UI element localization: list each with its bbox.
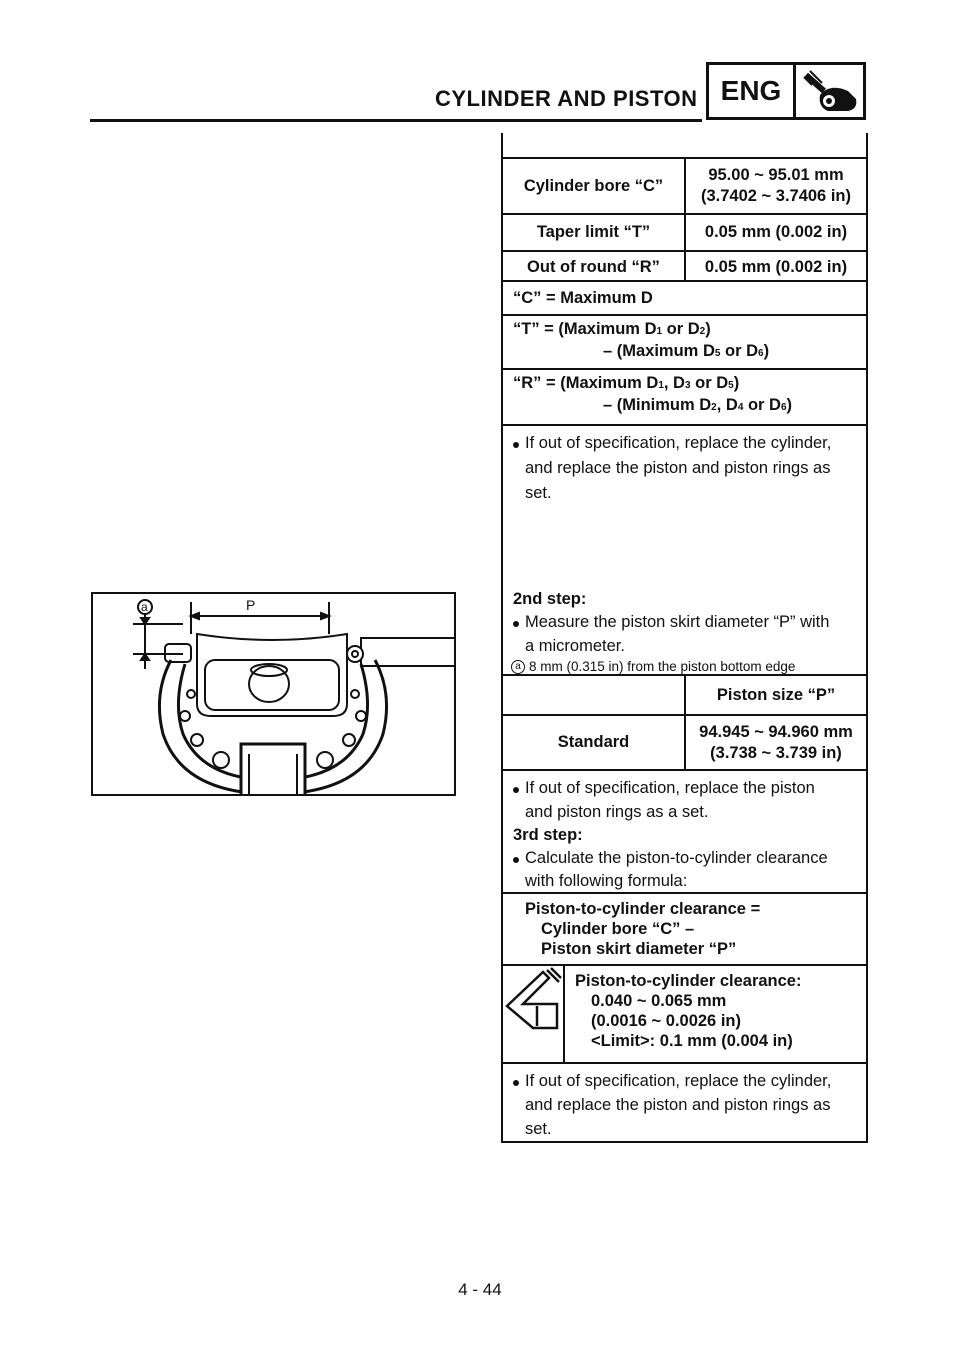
callout-a-mark: a	[511, 660, 525, 674]
spec-value-line: (3.738 ~ 3.739 in)	[710, 743, 842, 762]
step-note: 8 mm (0.315 in) from the piston bottom edge	[529, 659, 796, 674]
step-heading: 2nd step:	[513, 590, 587, 608]
header-rule	[90, 119, 702, 122]
spec-value-line: 94.945 ~ 94.960 mm	[699, 722, 853, 741]
note-line: If out of specification, replace the cylinder,	[525, 1072, 832, 1090]
spec-value	[686, 716, 866, 769]
formula-c-text: “C” = Maximum D	[513, 289, 653, 307]
spec-value-line: 95.00 ~ 95.01 mm	[708, 166, 844, 184]
clearance-line: (0.0016 ~ 0.0026 in)	[591, 1012, 741, 1030]
formula-r-line2: – (Minimum D2, D4 or D6)	[603, 396, 793, 414]
callout-a-label: a	[141, 600, 148, 614]
engine-wrench-icon	[796, 65, 864, 117]
spec-header: Piston size “P”	[716, 685, 836, 704]
note-line: and piston rings as a set.	[525, 803, 709, 821]
formula-t-line2: – (Maximum D5 or D6)	[603, 342, 770, 360]
spec-label: Standard	[503, 716, 686, 769]
bullet-icon	[513, 787, 519, 793]
micrometer-figure	[91, 592, 456, 796]
spec-value: 0.05 mm (0.002 in)	[704, 257, 848, 276]
spec-label-empty	[503, 676, 686, 714]
formula-t-line1: “T” = (Maximum D1 or D2)	[513, 320, 711, 338]
eng-label: ENG	[709, 65, 796, 117]
spec-value-line: (3.7402 ~ 3.7406 in)	[701, 187, 851, 205]
note-line: If out of specification, replace the cylinder,	[525, 434, 832, 452]
spec-row-standard	[503, 714, 866, 769]
clearance-spec	[503, 964, 866, 1062]
bullet-icon	[513, 442, 519, 448]
spec-label: Cylinder bore “C”	[503, 159, 686, 213]
formula-line: Piston-to-cylinder clearance =	[525, 900, 761, 918]
formula-line: Cylinder bore “C” –	[541, 920, 695, 938]
step-heading: 3rd step:	[513, 826, 583, 844]
dim-p-label: P	[246, 597, 256, 613]
section-badge	[706, 62, 866, 120]
step-line: a micrometer.	[525, 637, 625, 655]
spec-row-out-of-round	[503, 250, 866, 282]
spec-value	[686, 159, 866, 213]
clearance-line: <Limit>: 0.1 mm (0.004 in)	[591, 1032, 793, 1050]
step-line: Measure the piston skirt diameter “P” with	[525, 613, 830, 631]
note-line: set.	[525, 484, 552, 502]
page-number: 4 - 44	[458, 1280, 502, 1299]
formula-r-line1: “R” = (Maximum D1, D3 or D5)	[513, 374, 740, 392]
clearance-line: 0.040 ~ 0.065 mm	[591, 992, 727, 1010]
note-line: set.	[525, 1120, 552, 1138]
formula-line: Piston skirt diameter “P”	[541, 940, 737, 958]
spec-value: 0.05 mm (0.002 in)	[704, 223, 848, 241]
step3-block	[503, 769, 866, 894]
piston-measurement-illustration	[93, 594, 454, 794]
formula-t	[503, 314, 866, 368]
bullet-icon	[513, 621, 519, 627]
step2-block	[503, 424, 866, 683]
clearance-title: Piston-to-cylinder clearance:	[575, 972, 802, 990]
final-note	[503, 1062, 866, 1143]
section-title: CYLINDER AND PISTON	[435, 86, 698, 111]
spec-label: Out of round “R”	[503, 252, 686, 282]
clearance-formula	[503, 892, 866, 966]
step-line: Calculate the piston-to-cylinder clearance	[525, 849, 828, 867]
note-line: If out of specification, replace the piston	[525, 779, 815, 797]
spec-row-taper-limit	[503, 213, 866, 250]
note-line: and replace the piston and piston rings as	[525, 1096, 831, 1114]
icon-divider	[563, 966, 565, 1064]
note-line: and replace the piston and piston rings as	[525, 459, 831, 477]
procedure-column	[501, 133, 868, 1143]
formula-r	[503, 368, 866, 424]
spec-row-piston-size-header	[503, 674, 866, 714]
formula-c	[503, 280, 866, 314]
spec-label: Taper limit “T”	[503, 215, 686, 250]
bullet-icon	[513, 1080, 519, 1086]
spec-row-cylinder-bore	[503, 157, 866, 213]
caliper-icon	[503, 966, 563, 1030]
bullet-icon	[513, 857, 519, 863]
step-line: with following formula:	[525, 872, 688, 890]
